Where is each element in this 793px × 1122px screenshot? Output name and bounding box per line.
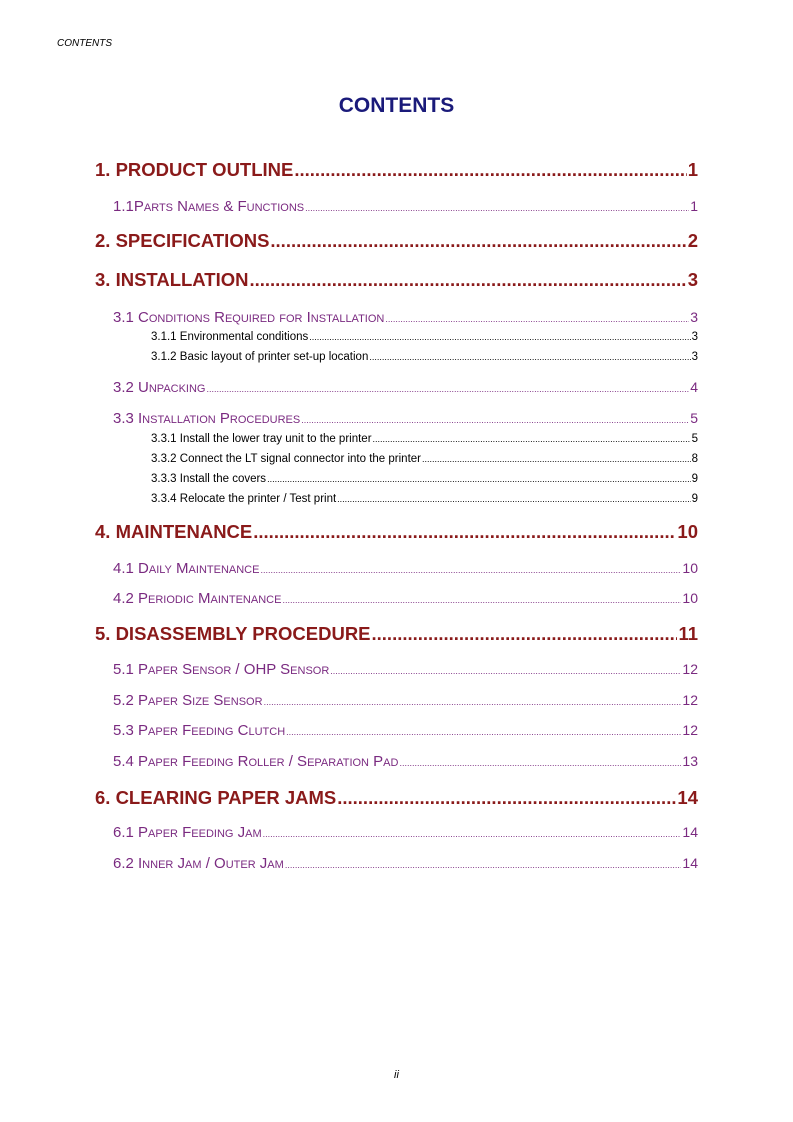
toc-entry[interactable] [113,379,698,396]
toc-entry-label: 5.3 Paper Feeding Clutch [113,722,286,739]
toc-entry[interactable] [113,661,698,678]
toc-entry-label: 3.1.1 Environmental conditions [151,331,309,343]
toc-entry-page: 3 [691,331,698,343]
toc-entry-label: 4.2 Periodic Maintenance [113,590,282,607]
dot-leader [263,829,682,839]
dot-leader [337,787,676,809]
dot-leader [249,269,686,291]
toc-entry-page: 12 [682,722,698,738]
dot-leader [267,474,691,484]
toc-entry-label: 5.4 Paper Feeding Roller / Separation Pad [113,753,399,770]
page-title: CONTENTS [338,94,455,117]
toc-entry-page: 13 [682,753,698,769]
toc-entry[interactable] [113,692,698,709]
toc-entry-page: 11 [678,623,698,644]
toc-entry[interactable] [113,722,698,739]
dot-leader [373,434,691,444]
toc-entry[interactable] [151,331,698,343]
dot-leader [253,521,676,543]
dot-leader [337,494,690,504]
running-header: CONTENTS [57,38,112,49]
toc-entry-page: 12 [682,661,698,677]
toc-entry-page: 10 [682,560,698,576]
dot-leader [264,697,682,707]
toc-entry-label: 6. CLEARING PAPER JAMS [95,787,337,808]
toc-entry[interactable] [151,453,698,465]
toc-entry-label: 5. DISASSEMBLY PROCEDURE [95,623,371,644]
toc-entry-page: 8 [691,453,698,465]
toc-entry-page: 1 [690,198,698,214]
toc-entry-page: 14 [677,787,698,808]
toc-entry[interactable] [113,590,698,607]
toc-entry[interactable] [95,521,698,543]
dot-leader [285,860,682,870]
toc-entry-page: 5 [690,410,698,426]
toc-entry[interactable] [151,351,698,363]
toc-entry-label: 5.1 Paper Sensor / OHP Sensor [113,661,330,678]
toc-entry-page: 2 [687,230,698,251]
toc-entry[interactable] [151,493,698,505]
toc-entry-page: 9 [691,493,698,505]
dot-leader [286,727,681,737]
toc-entry-label: 3.3.1 Install the lower tray unit to the printer [151,433,372,445]
toc-entry-label: 3.3.3 Install the covers [151,473,267,485]
toc-entry[interactable] [113,824,698,841]
toc-entry[interactable] [113,855,698,872]
toc-entry-page: 14 [682,824,698,840]
toc-entry-page: 9 [691,473,698,485]
dot-leader [305,203,689,213]
toc-entry[interactable] [95,623,698,645]
toc-entry-page: 10 [682,590,698,606]
toc-entry-label: 6.2 Inner Jam / Outer Jam [113,855,284,872]
toc-entry[interactable] [95,230,698,252]
dot-leader [294,159,686,181]
toc-entry-page: 10 [677,521,698,542]
toc-entry-page: 1 [687,159,698,180]
toc-entry-label: 3.1.2 Basic layout of printer set-up location [151,351,369,363]
toc-entry-label: 3.1 Conditions Required for Installation [113,309,385,326]
toc-entry[interactable] [113,198,698,215]
toc-entry-label: 3.2 Unpacking [113,379,206,396]
toc-entry-page: 3 [687,269,698,290]
toc-entry-page: 5 [691,433,698,445]
dot-leader [330,666,681,676]
toc-entry-label: 3.3.2 Connect the LT signal connector into the printer [151,453,421,465]
toc-entry-label: 3. INSTALLATION [95,269,249,290]
toc-entry-page: 3 [691,351,698,363]
dot-leader [301,415,689,425]
toc-entry[interactable] [95,269,698,291]
dot-leader [399,758,681,768]
toc-entry[interactable] [151,473,698,485]
toc-entry[interactable] [113,560,698,577]
toc-entry-label: 1. PRODUCT OUTLINE [95,159,294,180]
dot-leader [282,595,681,605]
toc-entry[interactable] [113,753,698,770]
toc-entry[interactable] [113,309,698,326]
toc-entry[interactable] [113,410,698,427]
dot-leader [207,384,690,394]
dot-leader [309,332,690,342]
page-number: ii [394,1069,399,1081]
dot-leader [385,314,689,324]
toc-entry[interactable] [95,159,698,181]
dot-leader [270,230,686,252]
toc-entry-label: 2. SPECIFICATIONS [95,230,270,251]
toc-entry-label: 1.1Parts Names & Functions [113,198,305,215]
toc-entry-page: 3 [690,309,698,325]
toc-entry-page: 14 [682,855,698,871]
toc-entry-label: 4. MAINTENANCE [95,521,253,542]
dot-leader [422,454,691,464]
toc-entry-label: 3.3.4 Relocate the printer / Test print [151,493,337,505]
toc-entry-page: 4 [690,379,698,395]
toc-entry-label: 4.1 Daily Maintenance [113,560,260,577]
toc-entry[interactable] [151,433,698,445]
dot-leader [260,565,681,575]
toc-entry-label: 3.3 Installation Procedures [113,410,301,427]
toc-entry-label: 6.1 Paper Feeding Jam [113,824,262,841]
toc-entry[interactable] [95,787,698,809]
toc-entry-label: 5.2 Paper Size Sensor [113,692,263,709]
toc-entry-page: 12 [682,692,698,708]
dot-leader [372,623,678,645]
dot-leader [369,352,690,362]
